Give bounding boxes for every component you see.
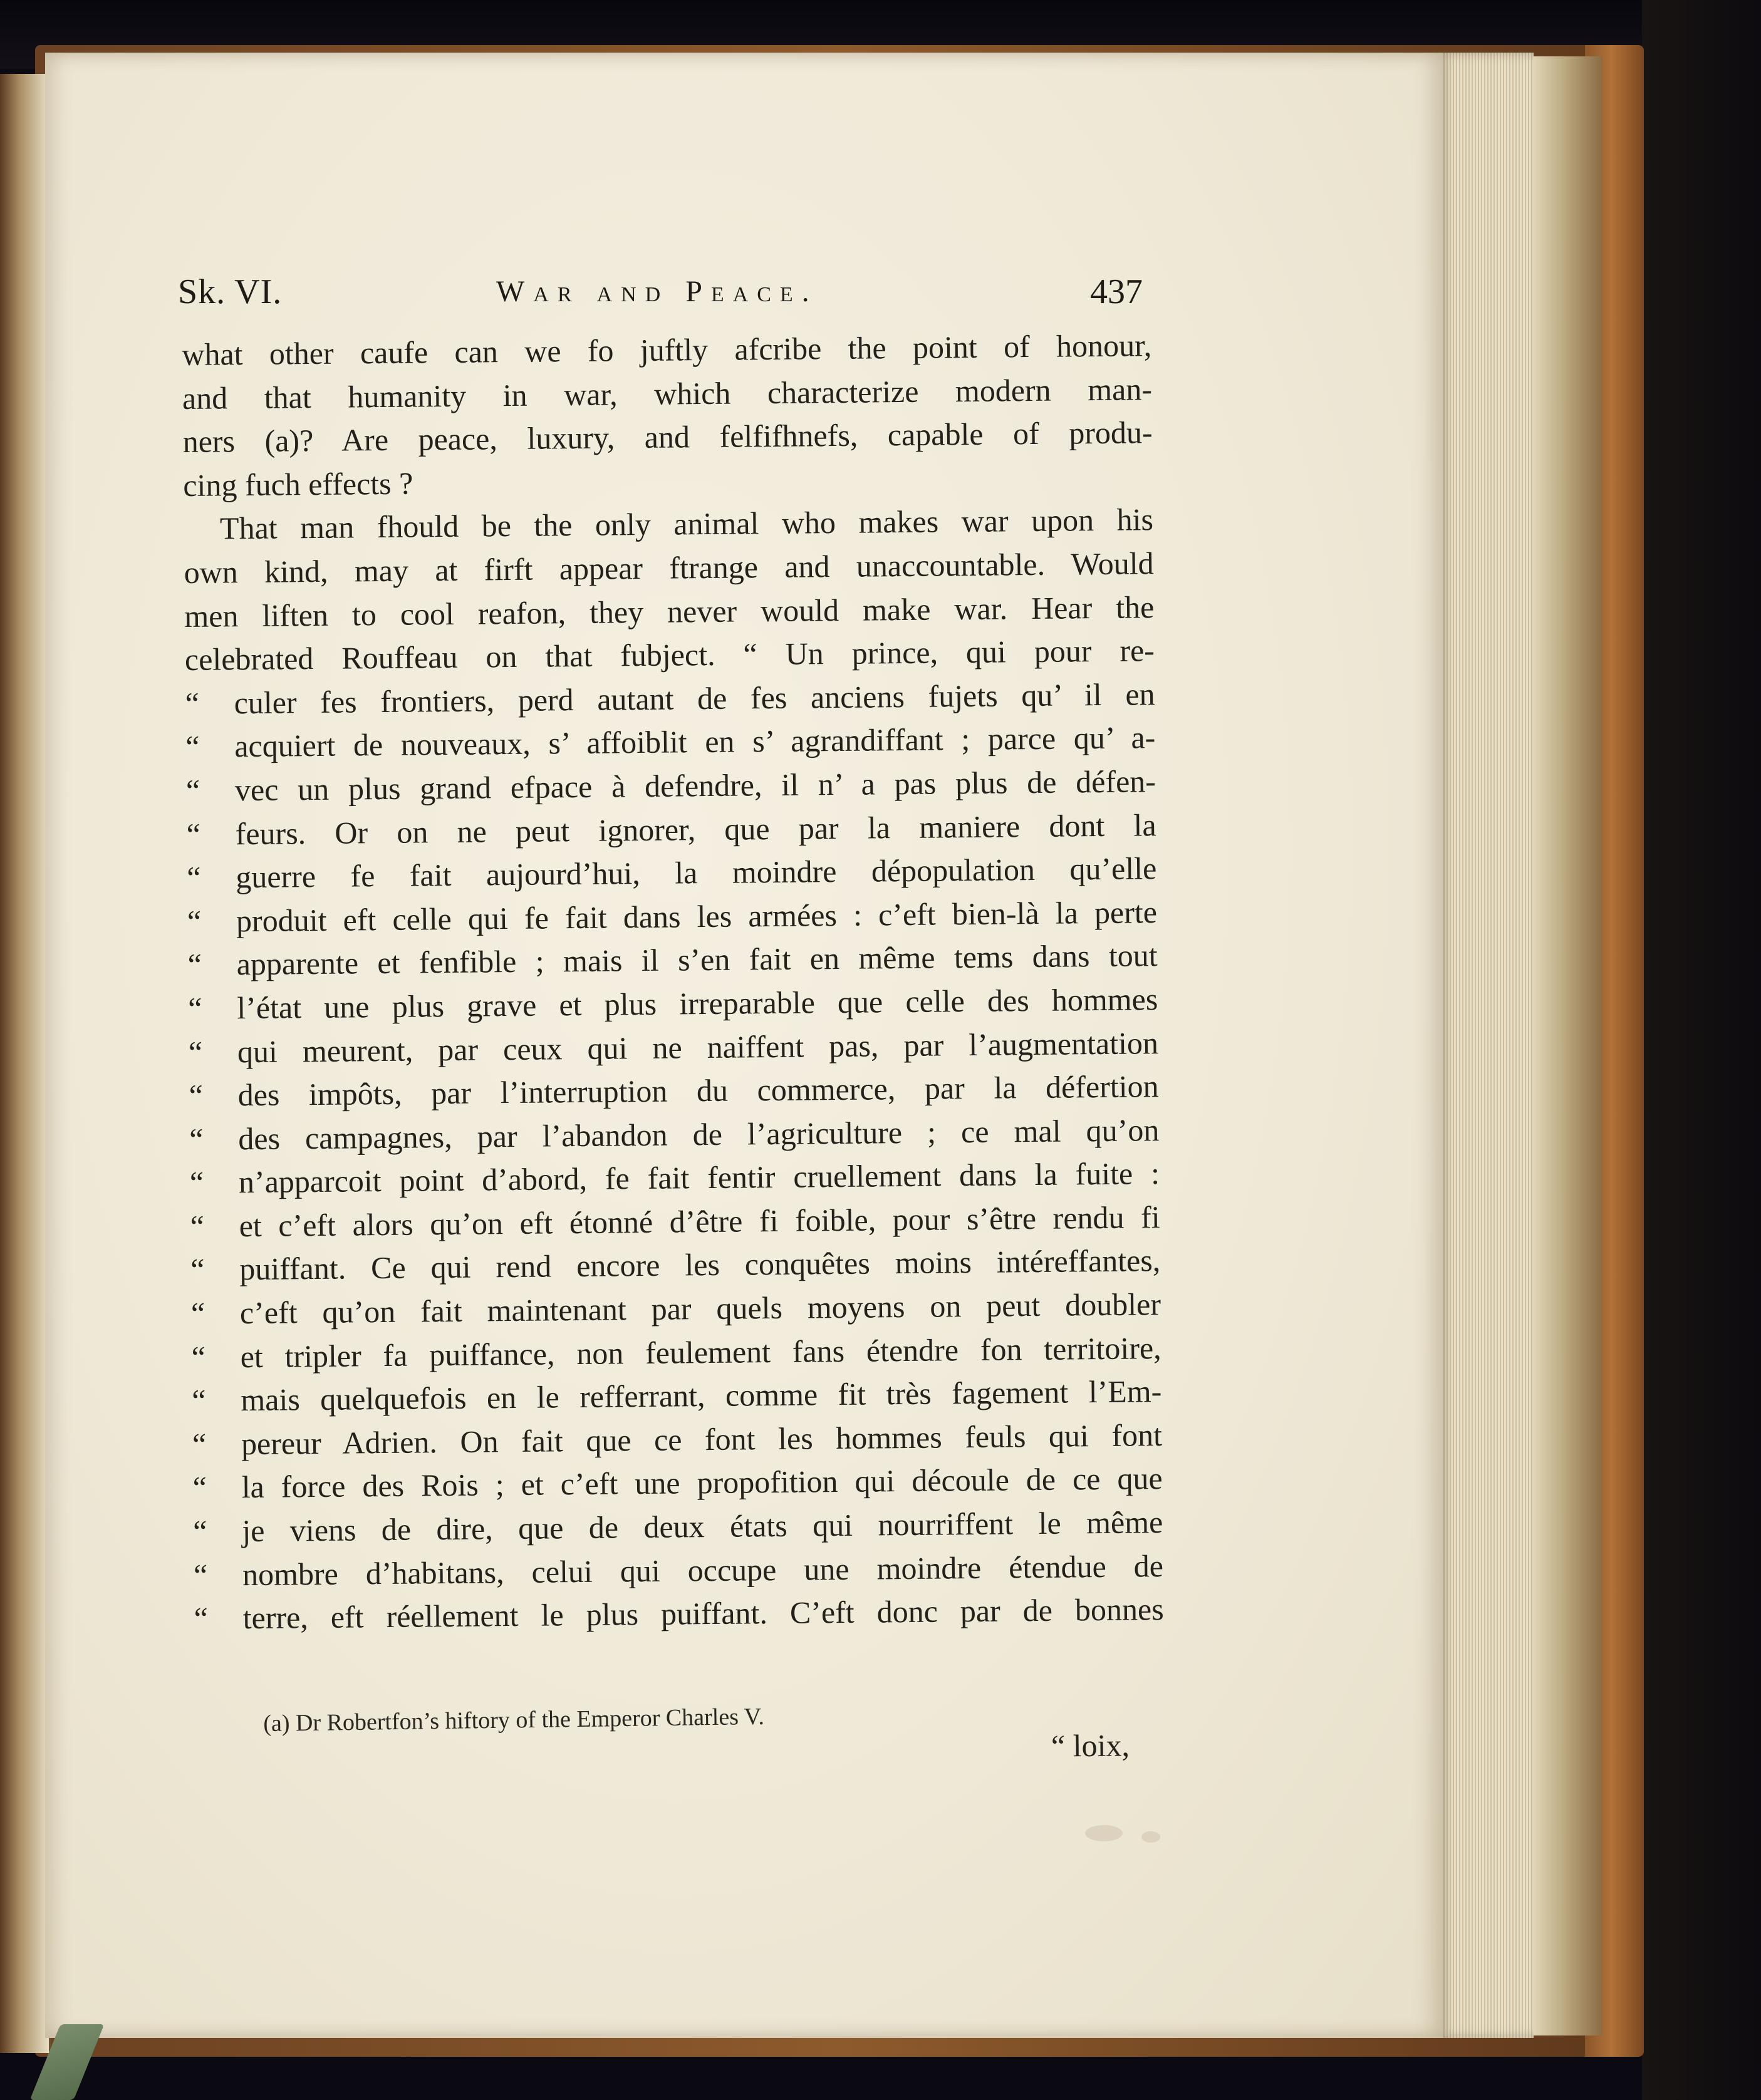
line-text: guerre fe fait aujourd’hui, la moindre dépopulation qu’elle bbox=[236, 851, 1157, 895]
quote-mark: “ bbox=[187, 859, 201, 896]
text-line: what other caufe can we fo juftly afcribe the point of honour, bbox=[182, 328, 1152, 372]
quote-mark: “ bbox=[190, 1252, 205, 1288]
text-line: ners (a)? Are peace, luxury, and felfifhnefs, capable of produ- bbox=[182, 415, 1153, 460]
line-text: l’état une plus grave et plus irreparable que celle des hommes bbox=[237, 981, 1158, 1026]
quote-mark: “ bbox=[186, 816, 201, 852]
quote-mark: “ bbox=[192, 1470, 207, 1506]
line-text: je viens de dire, que de deux états qui nourriffent le même bbox=[242, 1504, 1163, 1549]
line-text: terre, eft réellement le plus puiffant. C’eft donc par de bonnes bbox=[242, 1591, 1164, 1636]
line-text: mais quelquefois en le refferrant, comme fit très fagement l’Em- bbox=[241, 1373, 1162, 1418]
line-text: apparente et fenfible ; mais il s’en fait en même tems dans tout bbox=[236, 938, 1158, 982]
quote-mark: “ bbox=[185, 729, 200, 765]
line-text: puiffant. Ce qui rend encore les conquêtes moins intéreffantes, bbox=[239, 1243, 1161, 1287]
text-line: That man fhould be the only animal who makes war upon his bbox=[219, 502, 1154, 546]
line-text: des impôts, par l’interruption du commerce, par la défertion bbox=[237, 1068, 1159, 1113]
quote-mark: “ bbox=[190, 1208, 205, 1244]
leaf-edges bbox=[1438, 53, 1534, 2038]
line-text: feurs. Or on ne peut ignorer, que par la maniere dont la bbox=[235, 807, 1156, 851]
page-number: 437 bbox=[1090, 272, 1143, 311]
line-text: vec un plus grand efpace à defendre, il n’ a pas plus de défen- bbox=[234, 763, 1156, 808]
text-line bbox=[194, 1588, 1164, 1640]
section-label: Sk. VI. bbox=[178, 272, 283, 311]
text-line: men liften to cool reafon, they never would make war. Hear the bbox=[184, 589, 1155, 634]
quote-mark: “ bbox=[190, 1295, 205, 1331]
line-text: la force des Rois ; et c’eft une propofition qui découle de ce que bbox=[241, 1461, 1163, 1505]
quote-mark: “ bbox=[189, 1165, 204, 1201]
line-text: produit eft celle qui fe fait dans les armées : c’eft bien-là la perte bbox=[236, 894, 1158, 938]
quote-mark: “ bbox=[194, 1600, 209, 1637]
line-text: et c’eft alors qu’on eft étonné d’être fi foible, pour s’être rendu fi bbox=[239, 1199, 1160, 1244]
quote-mark: “ bbox=[188, 1034, 203, 1070]
catchword: “ loix, bbox=[1051, 1727, 1130, 1764]
background-right bbox=[1642, 0, 1761, 2100]
quote-mark: “ bbox=[193, 1557, 208, 1593]
running-title: War and Peace. bbox=[496, 275, 818, 308]
quote-mark: “ bbox=[187, 903, 202, 939]
line-text: pereur Adrien. On fait que ce font les hommes feuls qui font bbox=[241, 1417, 1163, 1462]
quote-mark: “ bbox=[192, 1426, 207, 1462]
line-text: n’apparcoit point d’abord, fe fait fentir cruellement dans la fuite : bbox=[238, 1156, 1160, 1200]
previous-page-edge bbox=[0, 74, 51, 2053]
line-text: et tripler fa puiffance, non feulement fans étendre fon territoire, bbox=[240, 1330, 1161, 1374]
line-text: acquiert de nouveaux, s’ affoiblit en s’ agrandiffant ; parce qu’ a- bbox=[234, 720, 1156, 764]
page-stain bbox=[1085, 1825, 1123, 1841]
line-text: des campagnes, par l’abandon de l’agriculture ; ce mal qu’on bbox=[238, 1112, 1160, 1156]
text-line: and that humanity in war, which characterize modern man- bbox=[182, 371, 1153, 416]
footnote: (a) Dr Robertfon’s hiftory of the Emperor Charles V. bbox=[263, 1703, 765, 1737]
quote-mark: “ bbox=[185, 772, 200, 808]
quote-mark: “ bbox=[192, 1382, 206, 1419]
quote-mark: “ bbox=[187, 947, 202, 983]
running-header bbox=[178, 263, 1143, 319]
text-line: own kind, may at firft appear ftrange and unaccountable. Would bbox=[184, 546, 1154, 590]
quote-mark: “ bbox=[185, 685, 200, 721]
text-line: celebrated Rouffeau on that fubject. “ Un prince, qui pour re- bbox=[184, 633, 1155, 678]
page-stain bbox=[1141, 1831, 1160, 1843]
quote-mark: “ bbox=[191, 1339, 206, 1375]
quote-mark: “ bbox=[188, 990, 202, 1026]
line-text: qui meurent, par ceux qui ne naiffent pas, par l’augmentation bbox=[237, 1025, 1159, 1069]
line-text: culer fes frontiers, perd autant de fes anciens fujets qu’ il en bbox=[234, 676, 1155, 720]
quote-mark: “ bbox=[189, 1077, 204, 1114]
quote-mark: “ bbox=[189, 1121, 204, 1157]
body-text bbox=[182, 324, 1164, 1641]
line-text: nombre d’habitans, celui qui occupe une moindre étendue de bbox=[242, 1548, 1164, 1592]
text-line: cing fuch effects ? bbox=[183, 465, 413, 503]
leaf-edges-outer bbox=[1534, 56, 1603, 2035]
line-text: c’eft qu’on fait maintenant par quels moyens on peut doubler bbox=[239, 1286, 1161, 1331]
quote-mark: “ bbox=[193, 1513, 207, 1549]
